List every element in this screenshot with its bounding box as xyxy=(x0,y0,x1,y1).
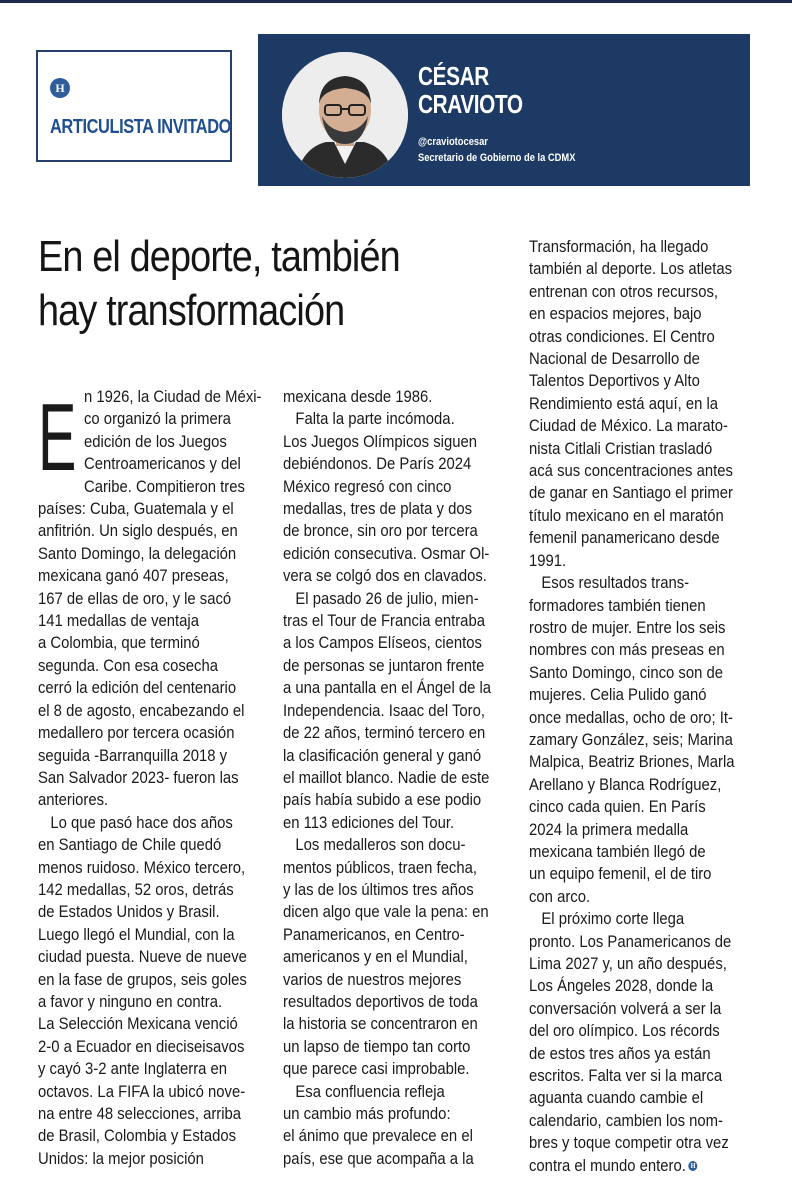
article-line: Los Ángeles 2028, donde la xyxy=(529,977,714,996)
article-column-2 xyxy=(283,386,505,1170)
article-line: Santo Domingo, la delegación xyxy=(38,544,237,563)
article-line: Centroamericanos y del xyxy=(84,455,241,474)
article-line: Nacional de Desarrollo de xyxy=(529,350,700,369)
article-line: debiéndonos. De París 2024 xyxy=(283,455,472,474)
section-label: ARTICULISTA INVITADO xyxy=(50,116,232,138)
article-line: en la fase de grupos, seis goles xyxy=(38,970,247,989)
article-line: El pasado 26 de julio, mien- xyxy=(283,589,479,608)
article-line: la historia se concentraron en xyxy=(283,1015,478,1034)
author-photo xyxy=(282,52,408,178)
article-line: Talentos Deportivos y Alto xyxy=(529,372,700,391)
article-line: 2024 la primera medalla xyxy=(529,820,689,839)
article-line: de ganar en Santiago el primer xyxy=(529,484,733,503)
article-line: del oro olímpico. Los récords xyxy=(529,1022,720,1041)
article-line: Los medalleros son docu- xyxy=(283,836,466,855)
article-line: y las de los últimos tres años xyxy=(283,880,474,899)
article-line: en 113 ediciones del Tour. xyxy=(283,813,455,832)
article-line: na entre 48 selecciones, arriba xyxy=(38,1105,242,1123)
article-line: Rendimiento está aquí, en la xyxy=(529,394,719,413)
author-banner xyxy=(258,34,750,186)
article-line: de personas se juntaron frente xyxy=(283,656,485,675)
article-line: de Estados Unidos y Brasil. xyxy=(38,903,220,922)
article-line: mexicana desde 1986. xyxy=(283,388,433,406)
article-line: Lima 2027 y, un año después, xyxy=(529,955,727,973)
article-line: Unidos: la mejor posición xyxy=(38,1149,204,1168)
article-line: Arellano y Blanca Rodríguez, xyxy=(529,775,722,794)
article-line: Falta la parte incómoda. xyxy=(283,410,455,429)
article-line: acá sus concentraciones antes xyxy=(529,462,733,481)
article-line: Esos resultados trans- xyxy=(529,574,690,593)
article-line: San Salvador 2023- fueron las xyxy=(38,768,239,787)
article-line: país había subido a ese podio xyxy=(283,791,482,810)
article-line: escritos. Falta ver si la marca xyxy=(529,1067,723,1086)
author-handle[interactable]: @craviotocesar xyxy=(418,136,488,148)
headline-line: En el deporte, también xyxy=(38,232,400,281)
article-line: Ciudad de México. La marato- xyxy=(529,417,728,436)
article-line: Santo Domingo, cinco son de xyxy=(529,663,724,682)
article-line: a favor y ninguno en contra. xyxy=(38,992,223,1011)
article-line: menos ruidoso. México tercero, xyxy=(38,858,246,877)
article-line: rostro de mujer. Entre los seis xyxy=(529,618,726,637)
article-line: otras condiciones. El Centro xyxy=(529,327,715,346)
article-headline xyxy=(38,230,442,338)
article-line: entrenan con otros recursos, xyxy=(529,282,719,301)
article-line: tras el Tour de Francia entraba xyxy=(283,612,485,631)
article-line: a Colombia, que terminó xyxy=(38,634,200,653)
article-line: bres y toque competir otra vez xyxy=(529,1134,729,1153)
article-line: de 22 años, terminó tercero en xyxy=(283,724,486,743)
article-line: Malpica, Beatriz Briones, Marla xyxy=(529,753,735,772)
article-line: México regresó con cinco xyxy=(283,477,452,496)
article-line: de bronce, sin oro por tercera xyxy=(283,522,478,541)
article-line: Independencia. Isaac del Toro, xyxy=(283,701,486,720)
article-line: de Brasil, Colombia y Estados xyxy=(38,1127,237,1146)
newspaper-logo-icon: H xyxy=(50,78,70,98)
article-line: anteriores. xyxy=(38,791,109,810)
article-line: también al deporte. Los atletas xyxy=(529,260,733,279)
author-role: Secretario de Gobierno de la CDMX xyxy=(418,152,576,164)
article-line: edición de los Juegos xyxy=(84,432,227,451)
author-name xyxy=(418,62,523,118)
article-line: medallas, tres de plata y dos xyxy=(283,500,473,519)
headline-line: hay transformación xyxy=(38,286,345,335)
article-line: varios de nuestros mejores xyxy=(283,970,462,989)
author-last-name: CRAVIOTO xyxy=(418,89,523,119)
article-line: con arco. xyxy=(529,887,591,906)
article-line: a una pantalla en el Ángel de la xyxy=(283,679,492,698)
article-line: mexicana ganó 407 preseas, xyxy=(38,567,229,586)
article-line: once medallas, ocho de oro; It- xyxy=(529,708,733,727)
article-line: mujeres. Celia Pulido ganó xyxy=(529,686,707,705)
article-line: anfitrión. Un siglo después, en xyxy=(38,522,238,541)
article-line: dicen algo que vale la pena: en xyxy=(283,903,489,922)
article-line: Lo que pasó hace dos años xyxy=(38,813,233,832)
article-line: 1991. xyxy=(529,551,567,570)
article-line: y cayó 3-2 ante Inglaterra en xyxy=(38,1060,228,1079)
article-line: octavos. La FIFA la ubicó nove- xyxy=(38,1082,246,1101)
article-line: aguanta cuando cambie el xyxy=(529,1089,704,1108)
article-line: 167 de ellas de oro, y le sacó xyxy=(38,589,232,608)
article-line: ciudad puesta. Nueve de nueve xyxy=(38,948,247,967)
article-line: resultados deportivos de toda xyxy=(283,992,478,1011)
article-line: femenil panamericano desde xyxy=(529,529,720,548)
article-line: edición consecutiva. Osmar Ol- xyxy=(283,544,490,563)
article-line: La Selección Mexicana venció xyxy=(38,1015,238,1034)
article-line: americanos y en el Mundial, xyxy=(283,948,468,967)
article-line: cinco cada quien. En París xyxy=(529,798,706,817)
article-line: Los Juegos Olímpicos siguen xyxy=(283,432,477,451)
article-line: 2-0 a Ecuador en dieciseisavos xyxy=(38,1037,245,1056)
section-badge xyxy=(36,50,232,162)
article-line: el maillot blanco. Nadie de este xyxy=(283,768,490,787)
drop-cap: E xyxy=(38,384,77,491)
article-line: un equipo femenil, el de tiro xyxy=(529,865,712,884)
article-line: 141 medallas de ventaja xyxy=(38,612,199,631)
article-line: mentos públicos, traen fecha, xyxy=(283,858,477,877)
article-line: El próximo corte llega xyxy=(529,910,685,929)
article-line: cerró la edición del centenario xyxy=(38,679,237,698)
article-line: de estos tres años ya están xyxy=(529,1044,711,1063)
author-first-name: CÉSAR xyxy=(418,61,489,91)
article-line: conversación volverá a ser la xyxy=(529,999,722,1018)
article-line: co organizó la primera xyxy=(84,410,231,429)
article-line: nombres con más preseas en xyxy=(529,641,725,660)
article-line: título mexicano en el maratón xyxy=(529,506,724,525)
article-line: 142 medallas, 52 oros, detrás xyxy=(38,880,234,899)
article-line: nista Citlali Cristian trasladó xyxy=(529,439,713,458)
article-line: calendario, cambien los nom- xyxy=(529,1111,723,1130)
article-line: país, ese que acompaña a la xyxy=(283,1149,474,1168)
article-column-1 xyxy=(38,386,260,1170)
article-line: en espacios mejores, bajo xyxy=(529,305,702,324)
article-line: Luego llegó el Mundial, con la xyxy=(38,925,235,944)
article-line: zamary González, seis; Marina xyxy=(529,730,733,749)
article-line: Esa confluencia refleja xyxy=(283,1082,445,1101)
article-line: medallero por tercera ocasión xyxy=(38,724,235,743)
article-line: formadores también tienen xyxy=(529,596,706,615)
article-line: n 1926, la Ciudad de Méxi- xyxy=(84,388,262,406)
article-line: pronto. Los Panamericanos de xyxy=(529,932,732,951)
article-column-3 xyxy=(529,236,751,1177)
top-rule xyxy=(0,0,792,3)
article-line: países: Cuba, Guatemala y el xyxy=(38,500,234,519)
author-portrait-icon xyxy=(282,52,408,178)
article-line: mexicana también llegó de xyxy=(529,842,706,861)
article-line: Caribe. Compitieron tres xyxy=(84,477,245,496)
article-line: un cambio más profundo: xyxy=(283,1105,451,1123)
article-line: Transformación, ha llegado xyxy=(529,238,709,256)
article-line: la clasificación general y ganó xyxy=(283,746,482,765)
article-line: en Santiago de Chile quedó xyxy=(38,836,222,855)
article-line: el 8 de agosto, encabezando el xyxy=(38,701,245,720)
article-line: contra el mundo entero. H xyxy=(529,1155,729,1177)
article-line: segunda. Con esa cosecha xyxy=(38,656,218,675)
article-line: un lapso de tiempo tan corto xyxy=(283,1037,471,1056)
article-line: a los Campos Elíseos, cientos xyxy=(283,634,482,653)
end-mark-icon: H xyxy=(689,1161,698,1171)
article-line: seguida -Barranquilla 2018 y xyxy=(38,746,228,765)
article-line: Panamericanos, en Centro- xyxy=(283,925,465,944)
article-line: el ánimo que prevalece en el xyxy=(283,1127,473,1146)
article-line: que parece casi improbable. xyxy=(283,1060,470,1079)
article-line: vera se colgó dos en clavados. xyxy=(283,567,487,586)
